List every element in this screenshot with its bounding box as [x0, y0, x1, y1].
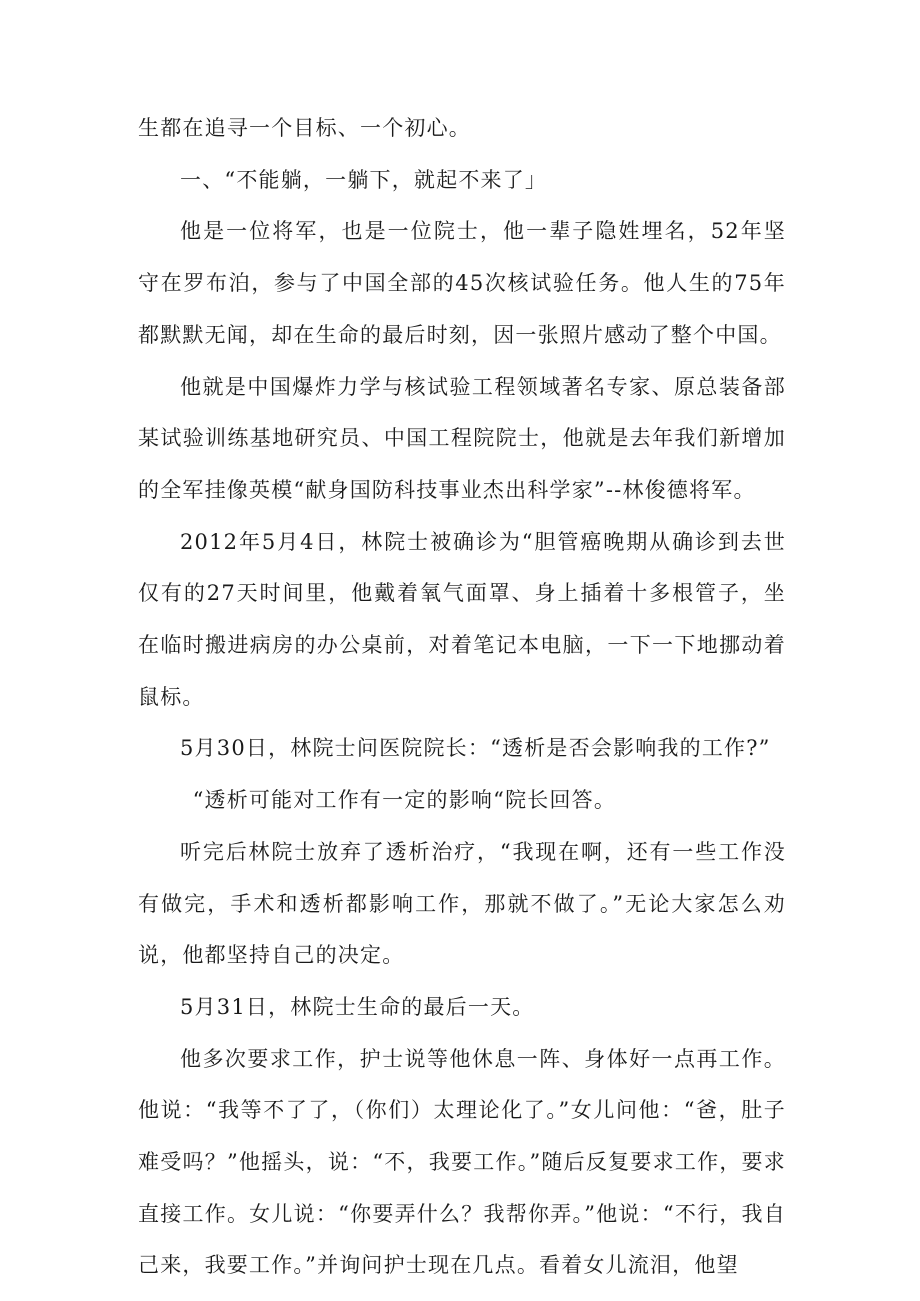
- paragraph: 听完后林院士放弃了透析治疗，“我现在啊，还有一些工作没有做完，手术和透析都影响工作，那就不做了。”无论大家怎么劝说，他都坚持自己的决定。: [138, 839, 786, 968]
- paragraph: 他多次要求工作，护士说等他休息一阵、身体好一点再工作。他说：“我等不了了，（你们）太理论化了。”女儿问他：“爸，肚子难受吗？”他摇头，说：“不，我要工作。”随后反复要求工作，要求直接工作。女儿说：“你要弄什么？我帮你弄。”他说：“不行，我自己来，我要工作。”并询问护士现在几点。看着女儿流泪，他望: [138, 1046, 786, 1278]
- paragraph: 5月31日，林院士生命的最后一天。: [180, 994, 535, 1019]
- paragraph-continuation: 生都在追寻一个目标、一个初心。: [138, 116, 471, 140]
- paragraph: 5月30日，林院士问医院院长：“透析是否会影响我的工作?”: [180, 736, 771, 761]
- section-heading: 一、“不能躺，一躺下，就起不来了」: [180, 167, 548, 192]
- paragraph: “透析可能对工作有一定的影响“院长回答。: [192, 788, 617, 813]
- paragraph: 他就是中国爆炸力学与核试验工程领域著名专家、原总装备部某试验训练基地研究员、中国工程院院士，他就是去年我们新增加的全军挂像英模“献身国防科技事业杰出科学家”--林俊德将军。: [138, 374, 786, 502]
- paragraph: 2012年5月4日，林院士被确诊为“胆管癌晚期从确诊到去世仅有的27天时间里，他戴着氧气面罩、身上插着十多根管子，坐在临时搬进病房的办公桌前，对着笔记本电脑，一下一下地挪动着鼠标。: [138, 529, 786, 709]
- document-body: [138, 103, 786, 1292]
- paragraph: 他是一位将军，也是一位院士，他一辈子隐姓埋名，52年坚守在罗布泊，参与了中国全部的45次核试验任务。他人生的75年都默默无闻，却在生命的最后时刻，因一张照片感动了整个中国。: [138, 219, 786, 347]
